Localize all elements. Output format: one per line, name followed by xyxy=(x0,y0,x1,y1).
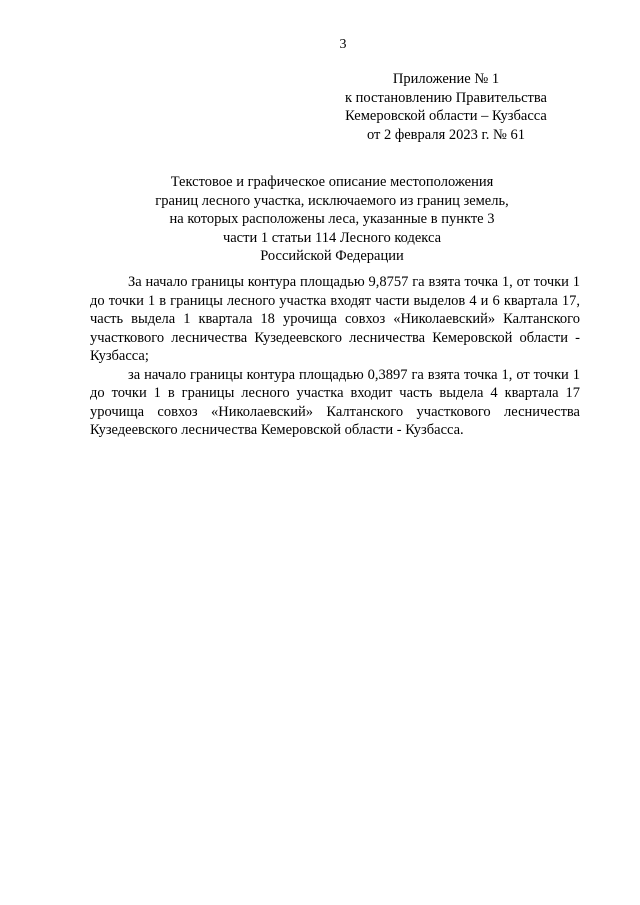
document-title xyxy=(80,173,584,266)
appendix-line-1: Приложение № 1 xyxy=(392,71,500,87)
title-line-5: Российской Федерации xyxy=(260,248,404,264)
title-line-2: границ лесного участка, исключаемого из границ земель, xyxy=(155,192,509,209)
appendix-header xyxy=(330,70,562,144)
paragraph: За начало границы контура площадью 9,8757 га взята точка 1, от точки 1 до точки 1 в границы лесного участка входят части выделов 4 и 6 квартала 17, часть выдела 1 квартала 18 урочища совхоз «Николаевский» Калтанского участкового лесничества Кузедеевского лесничества Кемеровской области - Кузбасса; xyxy=(90,274,580,364)
page-number: 3 xyxy=(339,37,347,52)
appendix-line-4: от 2 февраля 2023 г. № 61 xyxy=(366,126,526,143)
appendix-line-3: Кемеровской области – Кузбасса xyxy=(345,108,547,124)
title-line-4: части 1 статьи 114 Лесного кодекса xyxy=(222,229,442,246)
paragraph: за начало границы контура площадью 0,3897 га взята точка 1, от точки 1 до точки 1 в границы лесного участка входит часть выдела 4 квартала 17 урочища совхоз «Николаевский» Калтанского участкового лесничества Кузедеевского лесничества Кемеровской области - Кузбасса. xyxy=(90,366,580,438)
appendix-line-2: к постановлению Правительства xyxy=(345,89,547,106)
title-line-3: на которых расположены леса, указанные в пункте 3 xyxy=(169,211,495,227)
title-line-1: Текстовое и графическое описание местоположения xyxy=(170,174,494,190)
body-text xyxy=(90,273,580,440)
